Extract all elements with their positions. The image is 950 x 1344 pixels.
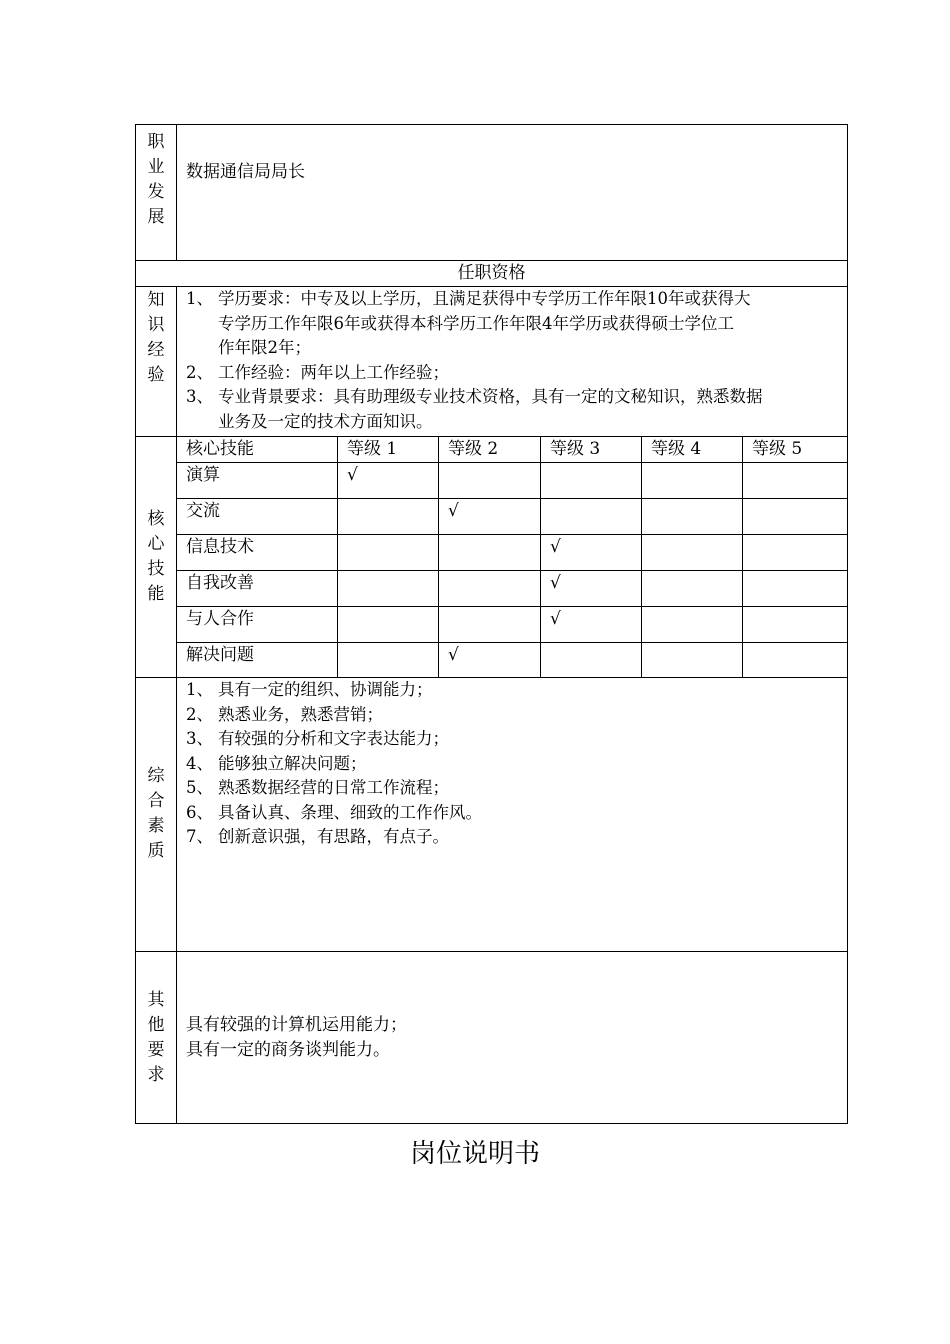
list-item: 2、 工作经验：两年以上工作经验； [186, 362, 449, 382]
skills-header-cell: 等级 2 [448, 439, 499, 459]
list-item: 7、 创新意识强，有思路，有点子。 [186, 827, 449, 846]
list-item: 1、 具有一定的组织、协调能力； [186, 680, 433, 699]
core-skills-label: 核 心 技 能 [147, 508, 165, 604]
list-item-continuation: 作年限2年； [218, 338, 311, 357]
level-check-mark: √ [347, 465, 358, 485]
skill-name: 演算 [186, 465, 220, 485]
list-item: 2、 熟悉业务，熟悉营销； [186, 704, 383, 724]
document-title: 岗位说明书 [409, 1139, 540, 1169]
column-divider [176, 124, 177, 260]
knowledge-list [186, 287, 763, 434]
skill-name: 与人合作 [186, 609, 254, 629]
knowledge-label: 知 识 经 验 [147, 290, 165, 385]
skills-row-divider [176, 570, 848, 571]
row-divider [135, 951, 848, 952]
level-check-mark: √ [448, 645, 459, 665]
list-item: 5、 熟悉数据经营的日常工作流程； [186, 778, 449, 797]
column-divider [176, 286, 177, 1124]
skills-row-divider [176, 606, 848, 607]
skills-row-divider [176, 534, 848, 535]
quality-label: 综 合 素 质 [147, 766, 165, 861]
skills-header-cell: 等级 5 [752, 439, 803, 459]
other-requirement-line: 具有一定的商务谈判能力。 [186, 1040, 390, 1060]
list-item: 1、 学历要求：中专及以上学历，且满足获得中专学历工作年限10年或获得大 [186, 289, 751, 308]
quality-list [186, 678, 482, 850]
skills-column-divider [337, 436, 338, 677]
skills-column-divider [742, 436, 743, 677]
career-content: 数据通信局局长 [186, 162, 305, 182]
career-label: 职 业 发 展 [147, 132, 165, 227]
skills-row-divider [176, 642, 848, 643]
list-item-continuation: 业务及一定的技术方面知识。 [218, 411, 433, 431]
skills-header-cell: 等级 3 [550, 439, 601, 459]
skills-header-cell: 核心技能 [186, 439, 254, 459]
skill-name: 自我改善 [186, 573, 254, 593]
skill-name: 信息技术 [186, 537, 254, 557]
list-item-continuation: 专学历工作年限6年或获得本科学历工作年限4年学历或获得硕士学位工 [218, 313, 734, 333]
skills-row-divider [176, 498, 848, 499]
list-item: 3、 有较强的分析和文字表达能力； [186, 729, 449, 748]
level-check-mark: √ [550, 573, 561, 593]
skill-name: 交流 [186, 501, 220, 521]
other-label: 其 他 要 求 [147, 989, 165, 1085]
skills-column-divider [438, 436, 439, 677]
skills-header-cell: 等级 1 [347, 439, 398, 459]
level-check-mark: √ [550, 537, 561, 557]
level-check-mark: √ [550, 609, 561, 629]
skill-name: 解决问题 [186, 645, 254, 665]
skills-header-cell: 等级 4 [651, 439, 702, 459]
other-requirement-line: 具有较强的计算机运用能力； [186, 1015, 407, 1035]
skills-column-divider [540, 436, 541, 677]
level-check-mark: √ [448, 501, 459, 521]
list-item: 6、 具备认真、条理、细致的工作作风。 [186, 802, 482, 822]
qualification-header: 任职资格 [457, 263, 526, 283]
list-item: 3、 专业背景要求：具有助理级专业技术资格，具有一定的文秘知识，熟悉数据 [186, 387, 763, 406]
skills-column-divider [641, 436, 642, 677]
list-item: 4、 能够独立解决问题； [186, 753, 367, 773]
skills-row-divider [176, 462, 848, 463]
